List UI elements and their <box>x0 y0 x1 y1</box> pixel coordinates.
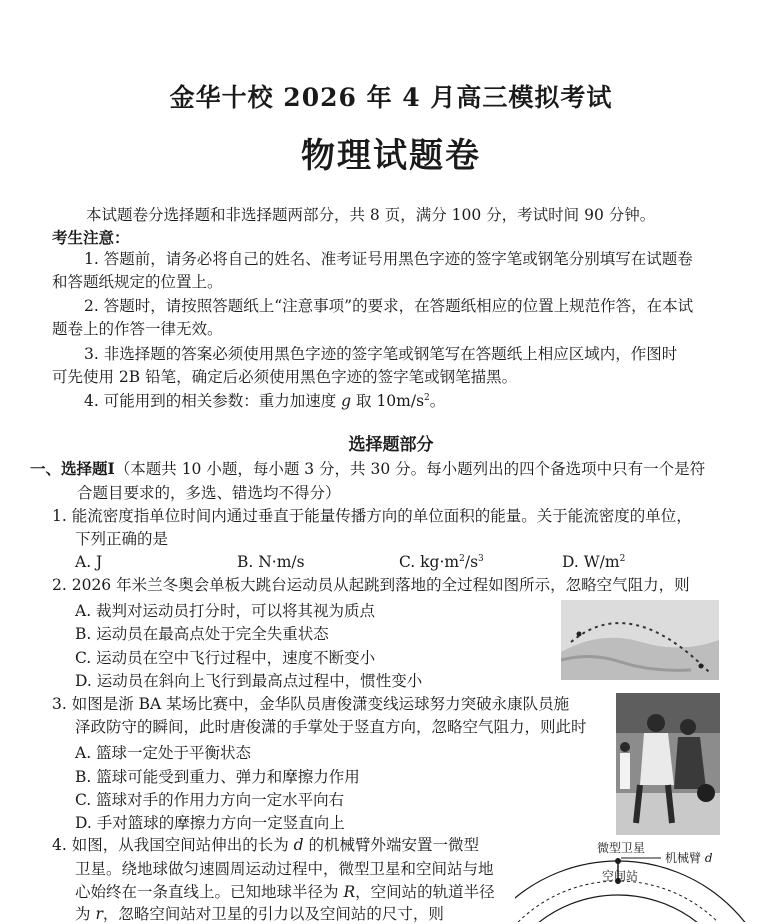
q1-option-b: B. N·m/s <box>237 553 305 571</box>
notice-item-3-cont: 可先使用 2B 铅笔，确定后必须使用黑色字迹的签字笔或钢笔描黑。 <box>52 368 518 386</box>
q1-option-c: C. $kg\cdot m^2/s^3$ <box>399 553 484 571</box>
q1-option-d: D. $W/m^2$ <box>562 553 626 571</box>
q4-stem: 4. 如图，从我国空间站伸出的长为 d 的机械臂外端安置一微型 <box>52 836 480 854</box>
q1-option-a: A. J <box>75 553 103 571</box>
satellite-label: 微型卫星 <box>597 841 646 855</box>
notice-item-2: 2. 答题时，请按照答题纸上“注意事项”的要求，在答题纸相应的位置上规范作答，在本试 <box>84 297 694 315</box>
intro-text: 本试题卷分选择题和非选择题两部分，共 8 页，满分 100 分，考试时间 90 分钟。 <box>86 206 656 224</box>
notice-item-2-cont: 题卷上的作答一律无效。 <box>52 320 223 338</box>
notice-item-1: 1. 答题前，请务必将自己的姓名、准考证号用黑色字迹的签字笔或钢笔分别填写在试题卷 <box>84 250 693 268</box>
q1-stem-cont: 下列正确的是 <box>75 530 169 548</box>
notice-item-3: 3. 非选择题的答案必须使用黑色字迹的签字笔或钢笔写在答题纸上相应区域内，作图时 <box>84 345 678 363</box>
exam-title: 金华十校 2026 年 4 月高三模拟考试 <box>169 83 613 112</box>
q2-option-b: B. 运动员在最高点处于完全失重状态 <box>75 625 329 643</box>
q4-stem-l2: 卫星。绕地球做匀速圆周运动过程中，微型卫星和空间站与地 <box>75 860 494 878</box>
paper-subtitle: 物理试题卷 <box>301 136 481 176</box>
notice-heading: 考生注意： <box>52 228 130 247</box>
q3-option-d: D. 手对篮球的摩擦力方向一定竖直向上 <box>75 814 345 832</box>
q3-stem: 3. 如图是浙 BA 某场比赛中，金华队员唐俊潇变线运球努力突破永康队员施 <box>52 695 570 713</box>
part1-heading: 一、选择题Ⅰ（本题共 10 小题，每小题 3 分，共 30 分。每小题列出的四个备选项中只有一个是符 <box>30 459 706 478</box>
q1-stem: 1. 能流密度指单位时间内通过垂直于能量传播方向的单位面积的能量。关于能流密度的单位， <box>52 507 692 525</box>
q3-option-c: C. 篮球对手的作用力方向一定水平向右 <box>75 791 345 809</box>
q2-stem: 2. 2026 年米兰冬奥会单板大跳台运动员从起跳到落地的全过程如图所示，忽略空气阻力，则 <box>52 576 690 594</box>
q2-option-a: A. 裁判对运动员打分时，可以将其视为质点 <box>75 602 376 620</box>
basketball-photo <box>616 693 720 835</box>
q3-option-a: A. 篮球一定处于平衡状态 <box>75 744 252 762</box>
q4-stem-l3: 心始终在一条直线上。已知地球半径为 R，空间站的轨道半径 <box>75 883 495 901</box>
part1-heading-cont: 合题目要求的，多选、错选均不得分） <box>77 484 341 502</box>
snowboard-jump-photo <box>561 600 719 680</box>
notice-item-1-cont: 和答题纸规定的位置上。 <box>52 273 223 291</box>
q3-option-b: B. 篮球可能受到重力、弹力和摩擦力作用 <box>75 768 360 786</box>
arm-label: 机械臂 d <box>665 851 713 865</box>
q2-option-d: D. 运动员在斜向上飞行到最高点过程中，惯性变小 <box>75 672 423 690</box>
notice-item-4: 4. 可能用到的相关参数：重力加速度 g 取 $10m/s^2$。 <box>84 392 446 410</box>
section-title: 选择题部分 <box>348 435 434 455</box>
station-label: 空间站 <box>602 869 639 883</box>
orbit-diagram <box>515 838 755 922</box>
q2-option-c: C. 运动员在空中飞行过程中，速度不断变小 <box>75 649 376 667</box>
q4-stem-l4: 为 r，忽略空间站对卫星的引力以及空间站的尺寸，则 <box>75 905 444 923</box>
q3-stem-cont: 泽政防守的瞬间，此时唐俊潇的手掌处于竖直方向，忽略空气阻力，则此时 <box>75 718 587 736</box>
